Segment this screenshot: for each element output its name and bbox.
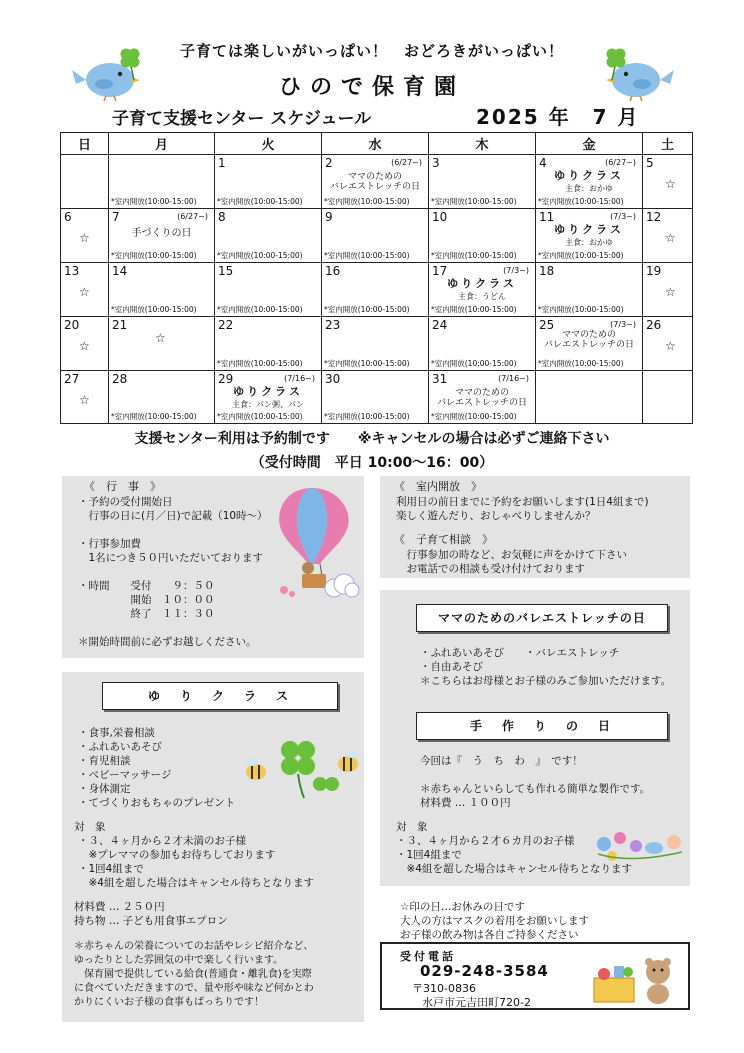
booking-start: (7/3~) <box>610 212 636 221</box>
events-heading: 《 行 事 》 <box>84 480 161 493</box>
calendar-week <box>61 371 693 424</box>
open-hours: *室内開放(10:00-15:00) <box>217 359 303 368</box>
open-hours: *室内開放(10:00-15:00) <box>538 197 624 206</box>
schedule-subtitle: 子育て支援センター スケジュール <box>112 109 372 129</box>
calendar-day <box>215 155 322 209</box>
calendar-day <box>322 155 429 209</box>
bird-clover-icon <box>68 40 148 102</box>
open-hours: *室内開放(10:00-15:00) <box>324 305 410 314</box>
booking-start: (7/3~) <box>503 266 529 275</box>
calendar-week <box>61 209 693 263</box>
closed-star-icon: ☆ <box>665 285 676 299</box>
event-yuri-class: ゆりクラス <box>447 277 517 290</box>
hot-air-balloon-icon <box>268 484 360 602</box>
event-food: 主食：パン粥、パン <box>232 400 304 409</box>
day-number: 1 <box>218 156 226 170</box>
event-ballet: ママのための バレエストレッチの日 <box>437 388 527 408</box>
event-yuri-class: ゆりクラス <box>554 223 624 236</box>
consultation-heading: 《 子育て相談 》 <box>394 533 493 546</box>
morning-glory-icon <box>590 824 686 864</box>
calendar-day <box>61 371 109 424</box>
calendar-day <box>429 209 536 263</box>
day-number: 15 <box>218 264 234 278</box>
calendar-day <box>643 317 693 371</box>
closed-star-icon: ☆ <box>665 339 676 353</box>
day-number: 21 <box>112 318 128 332</box>
day-number: 14 <box>112 264 128 278</box>
calendar-day <box>643 263 693 317</box>
footer-notes: ☆印の日…お休みの日です 大人の方はマスクの着用をお願いします お子様の飲み物は各自ご持参ください <box>400 901 589 941</box>
calendar-day-empty <box>109 155 215 209</box>
day-number: 7 <box>112 210 120 224</box>
calendar-day <box>109 371 215 424</box>
open-hours: *室内開放(10:00-15:00) <box>111 412 197 421</box>
calendar-day-empty <box>536 371 643 424</box>
open-hours: *室内開放(10:00-15:00) <box>324 359 410 368</box>
calendar-day <box>109 209 215 263</box>
weekday-header: 水 <box>322 133 429 155</box>
bird-clover-icon <box>598 40 678 102</box>
day-number: 23 <box>325 318 341 332</box>
calendar-day <box>109 263 215 317</box>
calendar-day <box>536 155 643 209</box>
yuri-class-box <box>62 672 364 1022</box>
event-ballet: ママのための バレエストレッチの日 <box>330 172 420 192</box>
open-room-body: 利用日の前日までに予約をお願いします(1日4組まで) 楽しく遊んだり、おしゃべりしませんか？ <box>396 496 649 522</box>
booking-start: (6/27~) <box>177 212 208 221</box>
calendar-day <box>215 263 322 317</box>
address: 水戸市元吉田町720-2 <box>422 996 531 1009</box>
calendar-day <box>215 209 322 263</box>
calendar-day <box>429 371 536 424</box>
day-number: 30 <box>325 372 341 386</box>
ballet-craft-box <box>380 590 690 886</box>
open-room-heading: 《 室内開放 》 <box>394 480 482 493</box>
calendar-day <box>429 155 536 209</box>
calendar-day <box>643 155 693 209</box>
day-number: 11 <box>539 210 555 224</box>
event-food: 主食：うどん <box>458 292 506 301</box>
closed-star-icon: ☆ <box>155 331 166 345</box>
day-number: 24 <box>432 318 448 332</box>
day-number: 8 <box>218 210 226 224</box>
craft-target-heading: 対 象 <box>396 821 428 833</box>
day-number: 27 <box>64 372 80 386</box>
calendar-day <box>322 209 429 263</box>
weekday-header: 金 <box>536 133 643 155</box>
craft-target-body: ・３、４ヶ月から２才６カ月のお子様 ・1回4組まで ※4組を超した場合はキャンセル待ちとなります <box>396 835 632 875</box>
day-number: 3 <box>432 156 440 170</box>
ballet-body: ・ふれあいあそび ・バレエストレッチ ・自由あそび ＊こちらはお母様とお子様のみご参加いただけます。 <box>420 647 672 687</box>
open-hours: *室内開放(10:00-15:00) <box>431 359 517 368</box>
open-hours: *室内開放(10:00-15:00) <box>111 251 197 260</box>
event-food: 主食：おかゆ <box>565 184 613 193</box>
day-number: 31 <box>432 372 448 386</box>
booking-start: (6/27~) <box>605 158 636 167</box>
contact-label: 受付電話 <box>400 950 456 963</box>
yuri-class-title: ゆ り ク ラ ス <box>102 682 338 710</box>
calendar-day-empty <box>61 155 109 209</box>
day-number: 2 <box>325 156 333 170</box>
calendar-day <box>536 263 643 317</box>
calendar-day <box>215 317 322 371</box>
weekday-header: 火 <box>215 133 322 155</box>
open-hours: *室内開放(10:00-15:00) <box>538 305 624 314</box>
calendar-day <box>322 317 429 371</box>
calendar-day <box>61 263 109 317</box>
day-number: 22 <box>218 318 234 332</box>
booking-start: (7/3~) <box>610 320 636 329</box>
open-hours: *室内開放(10:00-15:00) <box>324 197 410 206</box>
open-hours: *室内開放(10:00-15:00) <box>111 305 197 314</box>
day-number: 5 <box>646 156 654 170</box>
open-hours: *室内開放(10:00-15:00) <box>217 251 303 260</box>
ballet-title: ママのためのバレエストレッチの日 <box>416 604 668 632</box>
craft-title: 手 作 り の 日 <box>416 712 668 740</box>
phone-number[interactable]: 029-248-3584 <box>420 962 549 980</box>
closed-star-icon: ☆ <box>79 393 90 407</box>
closed-star-icon: ☆ <box>665 231 676 245</box>
day-number: 20 <box>64 318 80 332</box>
open-hours: *室内開放(10:00-15:00) <box>431 251 517 260</box>
open-hours: *室内開放(10:00-15:00) <box>217 197 303 206</box>
closed-star-icon: ☆ <box>79 339 90 353</box>
day-number: 18 <box>539 264 555 278</box>
day-number: 12 <box>646 210 662 224</box>
open-hours: *室内開放(10:00-15:00) <box>217 305 303 314</box>
open-room-box <box>380 476 690 578</box>
event-yuri-class: ゆりクラス <box>554 169 624 182</box>
calendar-day <box>322 371 429 424</box>
calendar-day-empty <box>643 371 693 424</box>
events-info-box <box>62 476 364 658</box>
calendar-day <box>322 263 429 317</box>
event-food: 主食：おかゆ <box>565 238 613 247</box>
day-number: 9 <box>325 210 333 224</box>
open-hours: *室内開放(10:00-15:00) <box>538 359 624 368</box>
weekday-header: 日 <box>61 133 109 155</box>
open-hours: *室内開放(10:00-15:00) <box>111 197 197 206</box>
open-hours: *室内開放(10:00-15:00) <box>538 251 624 260</box>
open-hours: *室内開放(10:00-15:00) <box>431 197 517 206</box>
calendar-day <box>643 209 693 263</box>
day-number: 28 <box>112 372 128 386</box>
calendar-week <box>61 263 693 317</box>
event-yuri-class: ゆりクラス <box>233 385 303 398</box>
toy-box-bear-icon <box>588 950 686 1006</box>
calendar-day <box>429 317 536 371</box>
calendar-week <box>61 155 693 209</box>
day-number: 25 <box>539 318 555 332</box>
closed-star-icon: ☆ <box>79 231 90 245</box>
open-hours: *室内開放(10:00-15:00) <box>324 412 410 421</box>
consultation-body: 行事参加の時など、お気軽に声をかけて下さい お電話での相談も受け付けております <box>406 549 627 575</box>
yuri-class-body: ・食事,栄養相談 ・ふれあいあそび ・育児相談 ・ベビーマッサージ ・身体測定 ・てづくりおもちゃのプレゼント <box>78 727 236 809</box>
weekday-header: 木 <box>429 133 536 155</box>
year-month: 2025 年 7 月 <box>476 105 640 129</box>
booking-start: (6/27~) <box>391 158 422 167</box>
booking-start: (7/16~) <box>498 374 529 383</box>
day-number: 29 <box>218 372 234 386</box>
event-ballet: ママのための バレエストレッチの日 <box>544 330 634 350</box>
calendar-day <box>536 209 643 263</box>
open-hours: *室内開放(10:00-15:00) <box>324 251 410 260</box>
calendar-day <box>536 317 643 371</box>
day-number: 4 <box>539 156 547 170</box>
closed-star-icon: ☆ <box>665 177 676 191</box>
calendar-day <box>215 371 322 424</box>
day-number: 19 <box>646 264 662 278</box>
day-number: 13 <box>64 264 80 278</box>
event-craft-day: 手づくりの日 <box>131 228 192 239</box>
page-title: ひので保育園 <box>278 75 465 100</box>
day-number: 10 <box>432 210 448 224</box>
craft-body: 今回は『 う ち わ 』 です！ ＊赤ちゃんといらしても作れる簡単な製作です。 材料費 … １００円 <box>420 755 651 809</box>
reception-hours: （受付時間 平日 10:00〜16：00） <box>250 455 494 471</box>
calendar-day <box>61 209 109 263</box>
calendar-day <box>429 263 536 317</box>
contact-box <box>380 942 690 1010</box>
calendar-day <box>109 317 215 371</box>
weekday-header-row <box>61 133 693 155</box>
weekday-header: 土 <box>643 133 693 155</box>
calendar-week <box>61 317 693 371</box>
day-number: 6 <box>64 210 72 224</box>
day-number: 16 <box>325 264 341 278</box>
day-number: 17 <box>432 264 448 278</box>
weekday-header: 月 <box>109 133 215 155</box>
tagline: 子育ては楽しいがいっぱい！ おどろきがいっぱい！ <box>179 42 564 60</box>
bee-clover-icon <box>234 728 362 800</box>
booking-start: (7/16~) <box>284 374 315 383</box>
yuri-fees: 材料費 … ２５０円 持ち物 … 子ども用食事エプロン <box>74 901 228 927</box>
calendar-table <box>60 132 693 424</box>
yuri-target-body: ・３、４ヶ月から２才未満のお子様 ※プレママの参加もお待ちしております ・1回4組まで ※4組を超した場合はキャンセル待ちとなります <box>78 835 314 889</box>
events-body: ・予約の受付開始日 行事の日に(月／日)で記載（10時〜） ・行事参加費 1名につき５０円いただいております ・時間 受付 ９：５０ 開始 １０：００ 終了 １１：３０ ＊開始時間前に必ずお越しください。 <box>78 496 268 648</box>
open-hours: *室内開放(10:00-15:00) <box>431 305 517 314</box>
reservation-notice: 支援センター利用は予約制です ※キャンセルの場合は必ずご連絡下さい <box>134 431 610 447</box>
yuri-note: ＊赤ちゃんの栄養についてのお話やレシピ紹介など、 ゆったりとした雰囲気の中で楽しく行います。 保育園で提供している給食(普通食・離乳食)を実際 に食べていただきますので、量や形や味など何かとわ かりにくいお子様の食事もばっちりです！ <box>74 941 314 1008</box>
closed-star-icon: ☆ <box>79 285 90 299</box>
open-hours: *室内開放(10:00-15:00) <box>431 412 517 421</box>
day-number: 26 <box>646 318 662 332</box>
calendar-day <box>61 317 109 371</box>
postal-code: 〒310-0836 <box>412 982 476 995</box>
open-hours: *室内開放(10:00-15:00) <box>217 412 303 421</box>
yuri-target-heading: 対 象 <box>74 821 106 833</box>
